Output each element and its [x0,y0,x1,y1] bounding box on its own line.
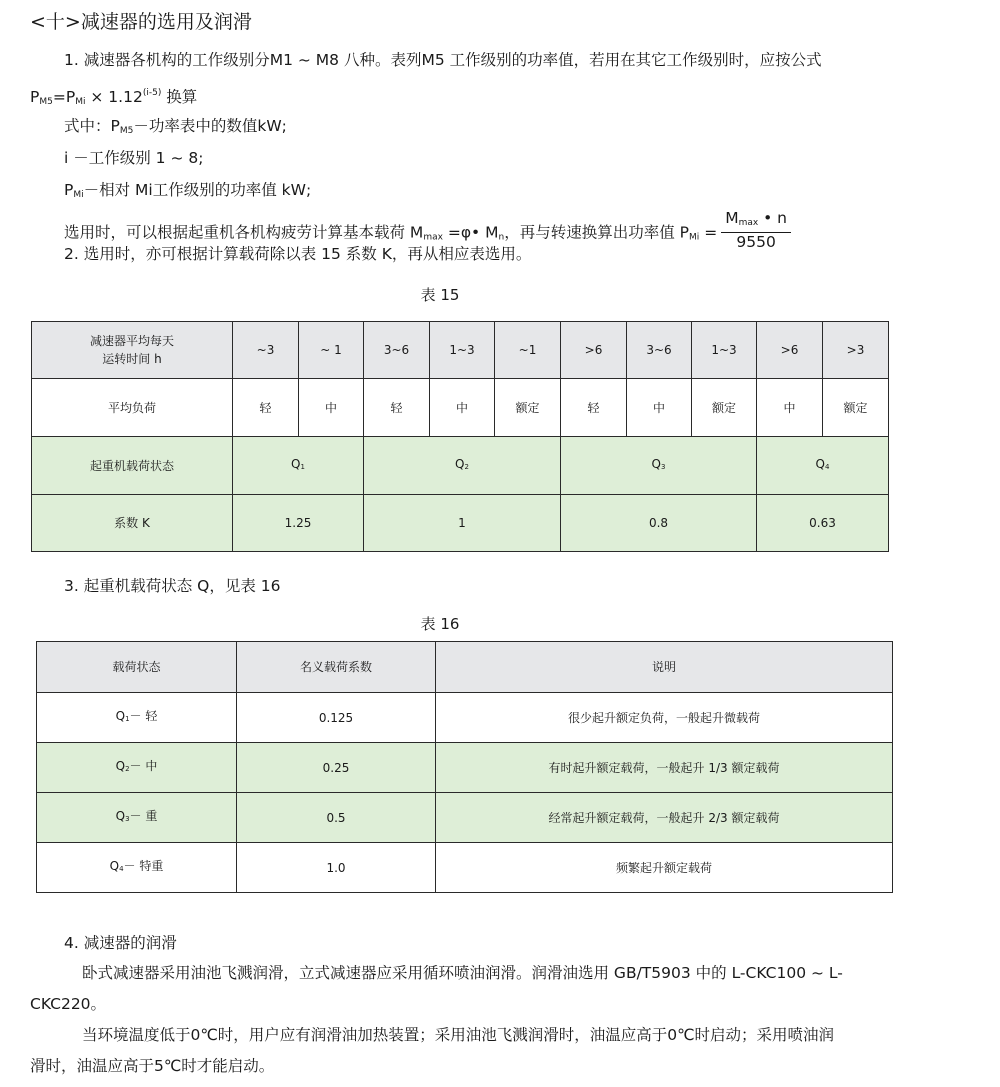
section-title: <十>减速器的选用及润滑 [30,11,252,33]
where-line-2: i －工作级别 1 ~ 8; [64,149,204,167]
table-cell: 额定 [823,379,889,437]
paragraph-4-line-4: 滑时，油温应高于5℃时才能启动。 [30,1057,275,1075]
table-cell: ~ 1 [299,322,364,379]
paragraph-2: 2. 选用时，亦可根据计算载荷除以表 15 系数 K，再从相应表选用。 [64,245,532,263]
table-cell: 3~6 [364,322,430,379]
table-row [37,743,893,793]
table-cell: 1 [364,495,561,552]
table-cell: Q2－ 中 [37,743,237,793]
table-row [37,793,893,843]
table-cell-header: 减速器平均每天 运转时间 h [32,322,233,379]
table-cell: ~3 [233,322,299,379]
table-cell: 中 [627,379,692,437]
table-cell: >6 [561,322,627,379]
table-cell: 3~6 [627,322,692,379]
paragraph-3: 3. 起重机载荷状态 Q，见表 16 [64,577,281,595]
where-line-1: 式中：$P_{M5}-$功率表中的数值kW; [64,117,287,136]
table-cell: 频繁起升额定载荷 [436,843,893,893]
table-cell: Q3 [561,437,757,495]
table-cell: 有时起升额定载荷，一般起升 1/3 额定载荷 [436,743,893,793]
table-cell: 额定 [495,379,561,437]
table-cell-header: 起重机载荷状态 [32,437,233,495]
table-15-caption: 表 15 [420,286,460,304]
table-cell: 中 [757,379,823,437]
table-cell: 中 [299,379,364,437]
table-cell: >6 [757,322,823,379]
table-header-cell: 载荷状态 [37,642,237,693]
table-15-row-coefficient [32,495,889,552]
where-line-4: 选用时，可以根据起重机各机构疲劳计算基本载荷 $M_{max}$ =φ• $M_n$，再与转速换算出功率值 $P_{Mi}$ = $\frac{M_{max} • n}{9550}$ [64,212,791,254]
table-15 [31,321,889,552]
table-cell-header: 系数 K [32,495,233,552]
table-cell: 0.8 [561,495,757,552]
table-cell: 轻 [233,379,299,437]
table-row [37,843,893,893]
table-cell: Q1－ 轻 [37,693,237,743]
table-cell: Q2 [364,437,561,495]
table-cell: 0.5 [237,793,436,843]
table-cell: 1.0 [237,843,436,893]
power-fraction: $\frac{M_{max} • n}{9550}$ [721,209,791,251]
table-cell: Q1 [233,437,364,495]
table-16 [36,641,893,893]
where-line-3: $P_{Mi}-$相对 Mi工作级别的功率值 kW; [64,181,312,200]
table-cell: 经常起升额定载荷，一般起升 2/3 额定载荷 [436,793,893,843]
table-cell: Q4－ 特重 [37,843,237,893]
table-cell: 中 [430,379,495,437]
table-cell: 很少起升额定负荷，一般起升微载荷 [436,693,893,743]
table-15-row-load [32,379,889,437]
paragraph-1-line-1: 1. 减速器各机构的工作级别分M1 ~ M8 八种。表列M5 工作级别的功率值，若用在其它工作级别时，应按公式 [64,51,822,69]
paragraph-4-line-3: 当环境温度低于0℃时，用户应有润滑油加热装置；采用油池飞溅润滑时，油温应高于0℃时启动；采用喷油润 [82,1026,835,1044]
table-cell: 额定 [692,379,757,437]
table-15-row-hours [32,322,889,379]
table-cell: 轻 [364,379,430,437]
table-cell: 轻 [561,379,627,437]
table-cell: Q3－ 重 [37,793,237,843]
table-cell: ~1 [495,322,561,379]
paragraph-4-heading: 4. 减速器的润滑 [64,934,177,952]
table-header-cell: 说明 [436,642,893,693]
table-cell: 1~3 [430,322,495,379]
table-cell: >3 [823,322,889,379]
table-cell-header: 平均负荷 [32,379,233,437]
table-cell: 1.25 [233,495,364,552]
table-row [37,693,893,743]
table-16-header-row [37,642,893,693]
table-header-cell: 名义载荷系数 [237,642,436,693]
table-16-caption: 表 16 [420,615,460,633]
table-cell: 0.125 [237,693,436,743]
table-15-row-crane-state [32,437,889,495]
paragraph-4-line-1: 卧式减速器采用油池飞溅润滑，立式减速器应采用循环喷油润滑。润滑油选用 GB/T5903 中的 L-CKC100 ~ L- [82,964,843,982]
table-cell: 0.63 [757,495,889,552]
table-cell: Q4 [757,437,889,495]
table-cell: 0.25 [237,743,436,793]
paragraph-4-line-2: CKC220。 [30,995,107,1013]
table-cell: 1~3 [692,322,757,379]
formula-power-conversion: $P_{M5}=P_{Mi} \times 1.12^{(i-5)}$ 换算 [30,88,198,107]
